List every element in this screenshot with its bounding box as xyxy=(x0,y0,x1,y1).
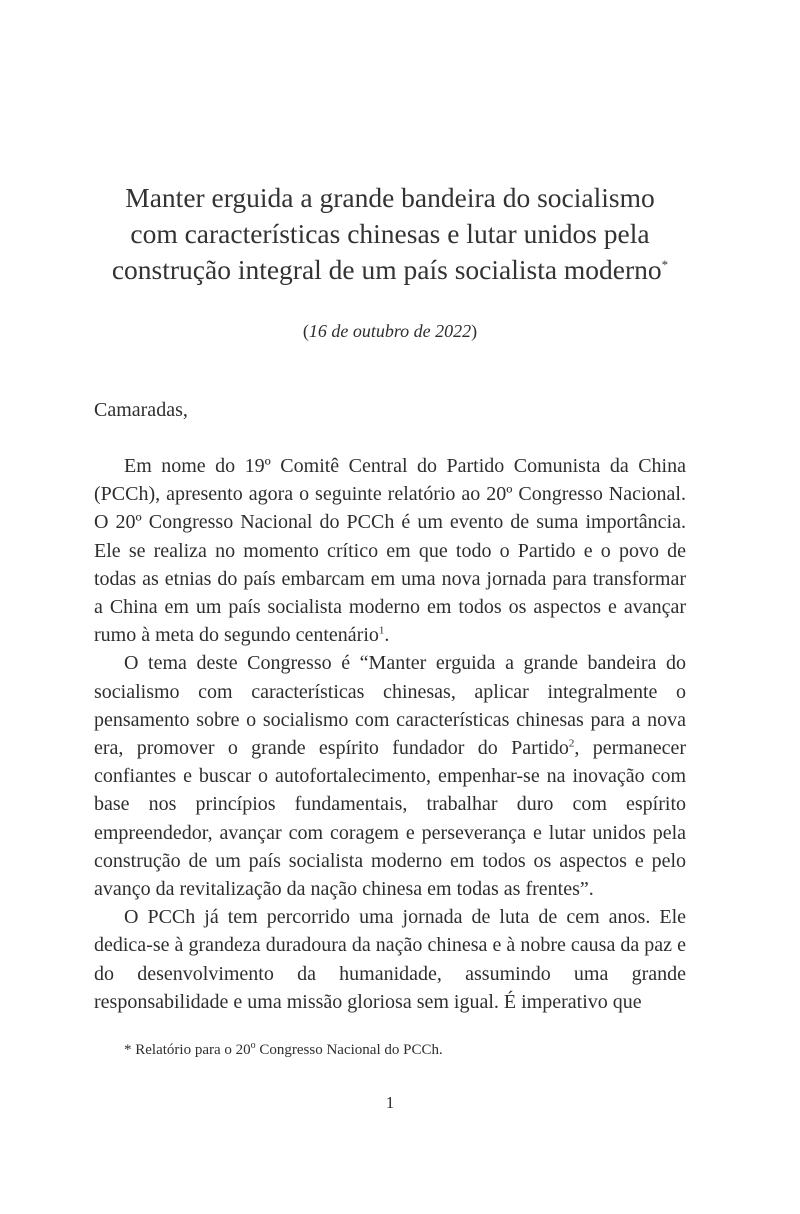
paragraph-2 xyxy=(94,649,686,903)
document-date xyxy=(94,318,686,344)
body-text xyxy=(94,452,686,1016)
title-line-1: Manter erguida a grande bandeira do socialismo xyxy=(125,182,655,213)
footnote-ordinal: o xyxy=(250,1040,256,1051)
paragraph-1 xyxy=(94,452,686,649)
date-close-paren: ) xyxy=(471,321,478,341)
title-line-3 xyxy=(94,252,686,288)
footnote xyxy=(124,1040,443,1060)
page-number: 1 xyxy=(385,1093,395,1112)
paragraph-1-tail: . xyxy=(384,624,390,647)
document-title xyxy=(94,180,686,288)
footnote-ref-2[interactable]: 2 xyxy=(568,737,575,750)
paragraph-1-text: Em nome do 19º Comitê Central do Partido Comunista da China (PCCh), apresento agora o seguinte relatório ao 20º Congresso Nacional. O 20º Congresso Nacional do PCCh é um evento de suma importância. Ele se realiza no momento crítico em que todo o Partido e o povo de todas as etnias do país embarcam em uma nova jornada para transformar a China em um país socialista moderno em todos os aspectos e avançar rumo à meta do segundo centenário xyxy=(94,455,686,647)
title-line-2: com características chinesas e lutar unidos pela xyxy=(130,218,650,249)
salutation: Camaradas, xyxy=(94,399,188,421)
paragraph-3-text: O PCCh já tem percorrido uma jornada de luta de cem anos. Ele dedica-se à grandeza duradoura da nação chinesa e à nobre causa da paz e do desenvolvimento da humanidade, assumindo uma grande responsabilidade e uma missão gloriosa sem igual. É imperativo que xyxy=(94,906,686,1013)
footnote-ref-1[interactable]: 1 xyxy=(378,624,385,637)
document-page xyxy=(94,0,686,1214)
paragraph-3 xyxy=(94,903,686,1016)
paragraph-2-text: O tema deste Congresso é “Manter erguida a grande bandeira do socialismo com características chinesas, aplicar integralmente o pensamento sobre o socialismo com características chinesas para a nova era, promover o grande espírito fundador do Partido xyxy=(94,652,686,760)
title-line-3-text: construção integral de um país socialista moderno xyxy=(111,254,662,285)
title-footnote-marker[interactable]: * xyxy=(661,256,669,272)
date-open-paren: ( xyxy=(302,321,309,341)
paragraph-2-tail: , permanecer confiantes e buscar o autofortalecimento, empenhar-se na inovação com base nos princípios fundamentais, trabalhar duro com espírito empreendedor, avançar com coragem e perseverança e lutar unidos pela construção de um país socialista moderno em todos os aspectos e pelo avanço da revitalização da nação chinesa em todas as frentes”. xyxy=(94,737,687,901)
footnote-suffix: Congresso Nacional do PCCh. xyxy=(255,1042,443,1058)
footnote-prefix: * Relatório para o 20 xyxy=(124,1042,251,1058)
date-text: 16 de outubro de 2022 xyxy=(308,321,472,341)
